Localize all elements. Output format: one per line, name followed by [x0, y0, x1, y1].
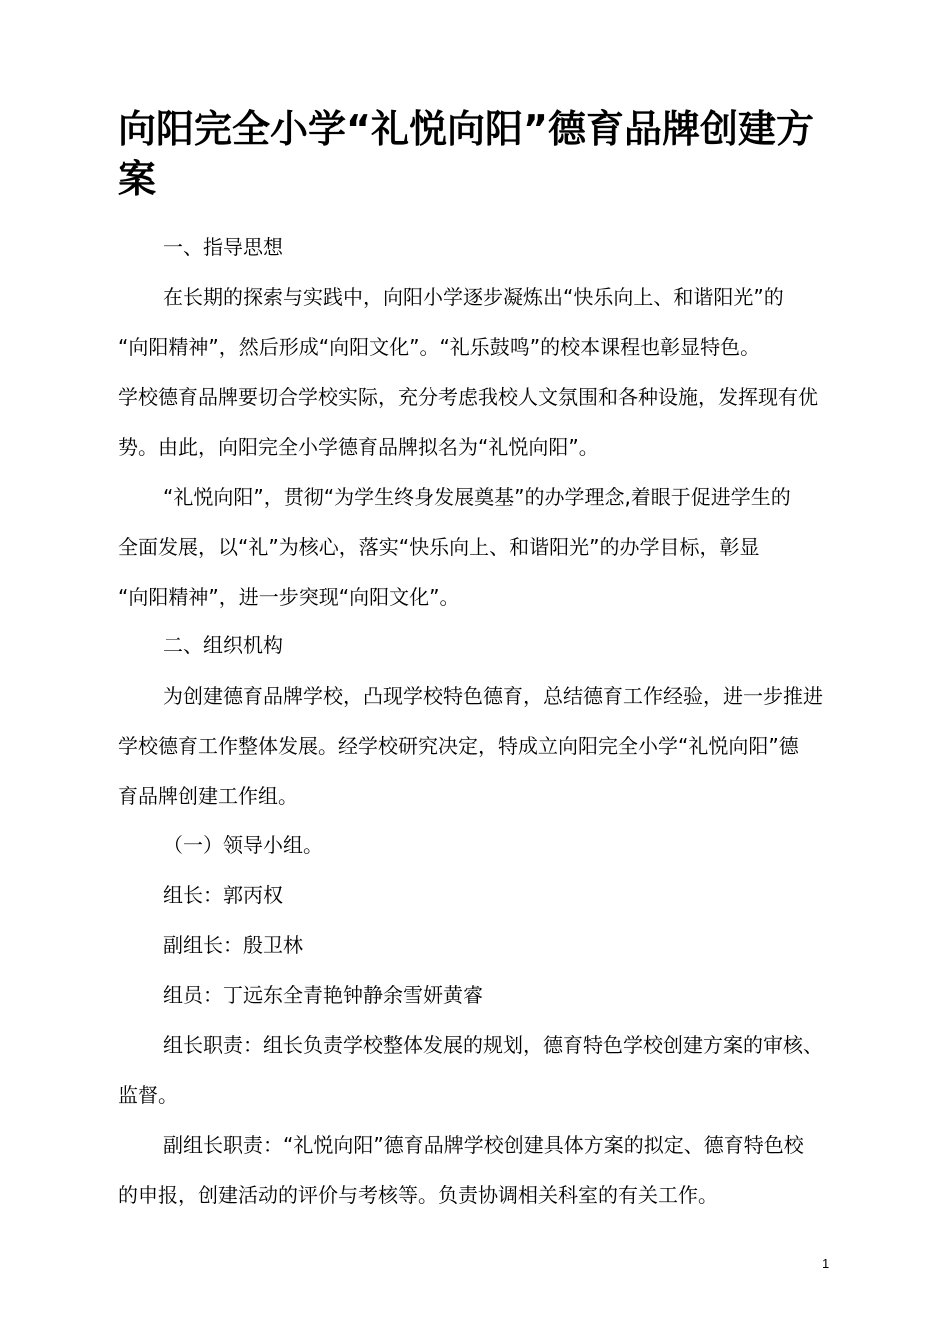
page-number: 1: [822, 1256, 830, 1271]
paragraph-line: 的申报，创建活动的评价与考核等。负责协调相关科室的有关工作。: [118, 1183, 718, 1207]
paragraph-line: “向阳精神”，然后形成“向阳文化”。“礼乐鼓鸣”的校本课程也彰显特色。: [118, 335, 761, 359]
paragraph-line: 学校德育工作整体发展。经学校研究决定，特成立向阳完全小学“礼悦向阳”德: [118, 734, 799, 758]
paragraph-line: 组长职责：组长负责学校整体发展的规划，德育特色学校创建方案的审核、: [163, 1033, 823, 1057]
paragraph-line: 监督。: [118, 1083, 178, 1107]
group-leader-line: 组长：郭丙权: [163, 883, 283, 907]
paragraph-line: 副组长职责：“礼悦向阳”德育品牌学校创建具体方案的拟定、德育特色校: [163, 1133, 804, 1157]
section-heading-guiding-ideology: 一、指导思想: [163, 235, 283, 259]
paragraph-line: 育品牌创建工作组。: [118, 784, 298, 808]
subsection-heading-leadership-group: （一）领导小组。: [163, 833, 323, 857]
paragraph-line: “向阳精神”，进一步突现“向阳文化”。: [118, 585, 460, 609]
paragraph-line: 在长期的探索与实践中，向阳小学逐步凝炼出“快乐向上、和谐阳光”的: [163, 285, 784, 309]
group-members-line: 组员：丁远东全青艳钟静余雪妍黄睿: [163, 983, 483, 1007]
deputy-leader-line: 副组长：殷卫林: [163, 933, 303, 957]
paragraph-line: “礼悦向阳”，贯彻“为学生终身发展奠基”的办学理念,着眼于促进学生的: [163, 485, 791, 509]
paragraph-line: 学校德育品牌要切合学校实际，充分考虑我校人文氛围和各种设施，发挥现有优: [118, 385, 818, 409]
paragraph-line: 为创建德育品牌学校，凸现学校特色德育，总结德育工作经验，进一步推进: [163, 684, 823, 708]
section-heading-organization: 二、组织机构: [163, 633, 283, 657]
paragraph-line: 势。由此，向阳完全小学德育品牌拟名为“礼悦向阳”。: [118, 435, 599, 459]
document-title: 向阳完全小学“礼悦向阳”德育品牌创建方案: [118, 107, 814, 201]
paragraph-line: 全面发展，以“礼”为核心，落实“快乐向上、和谐阳光”的办学目标，彰显: [118, 535, 760, 559]
